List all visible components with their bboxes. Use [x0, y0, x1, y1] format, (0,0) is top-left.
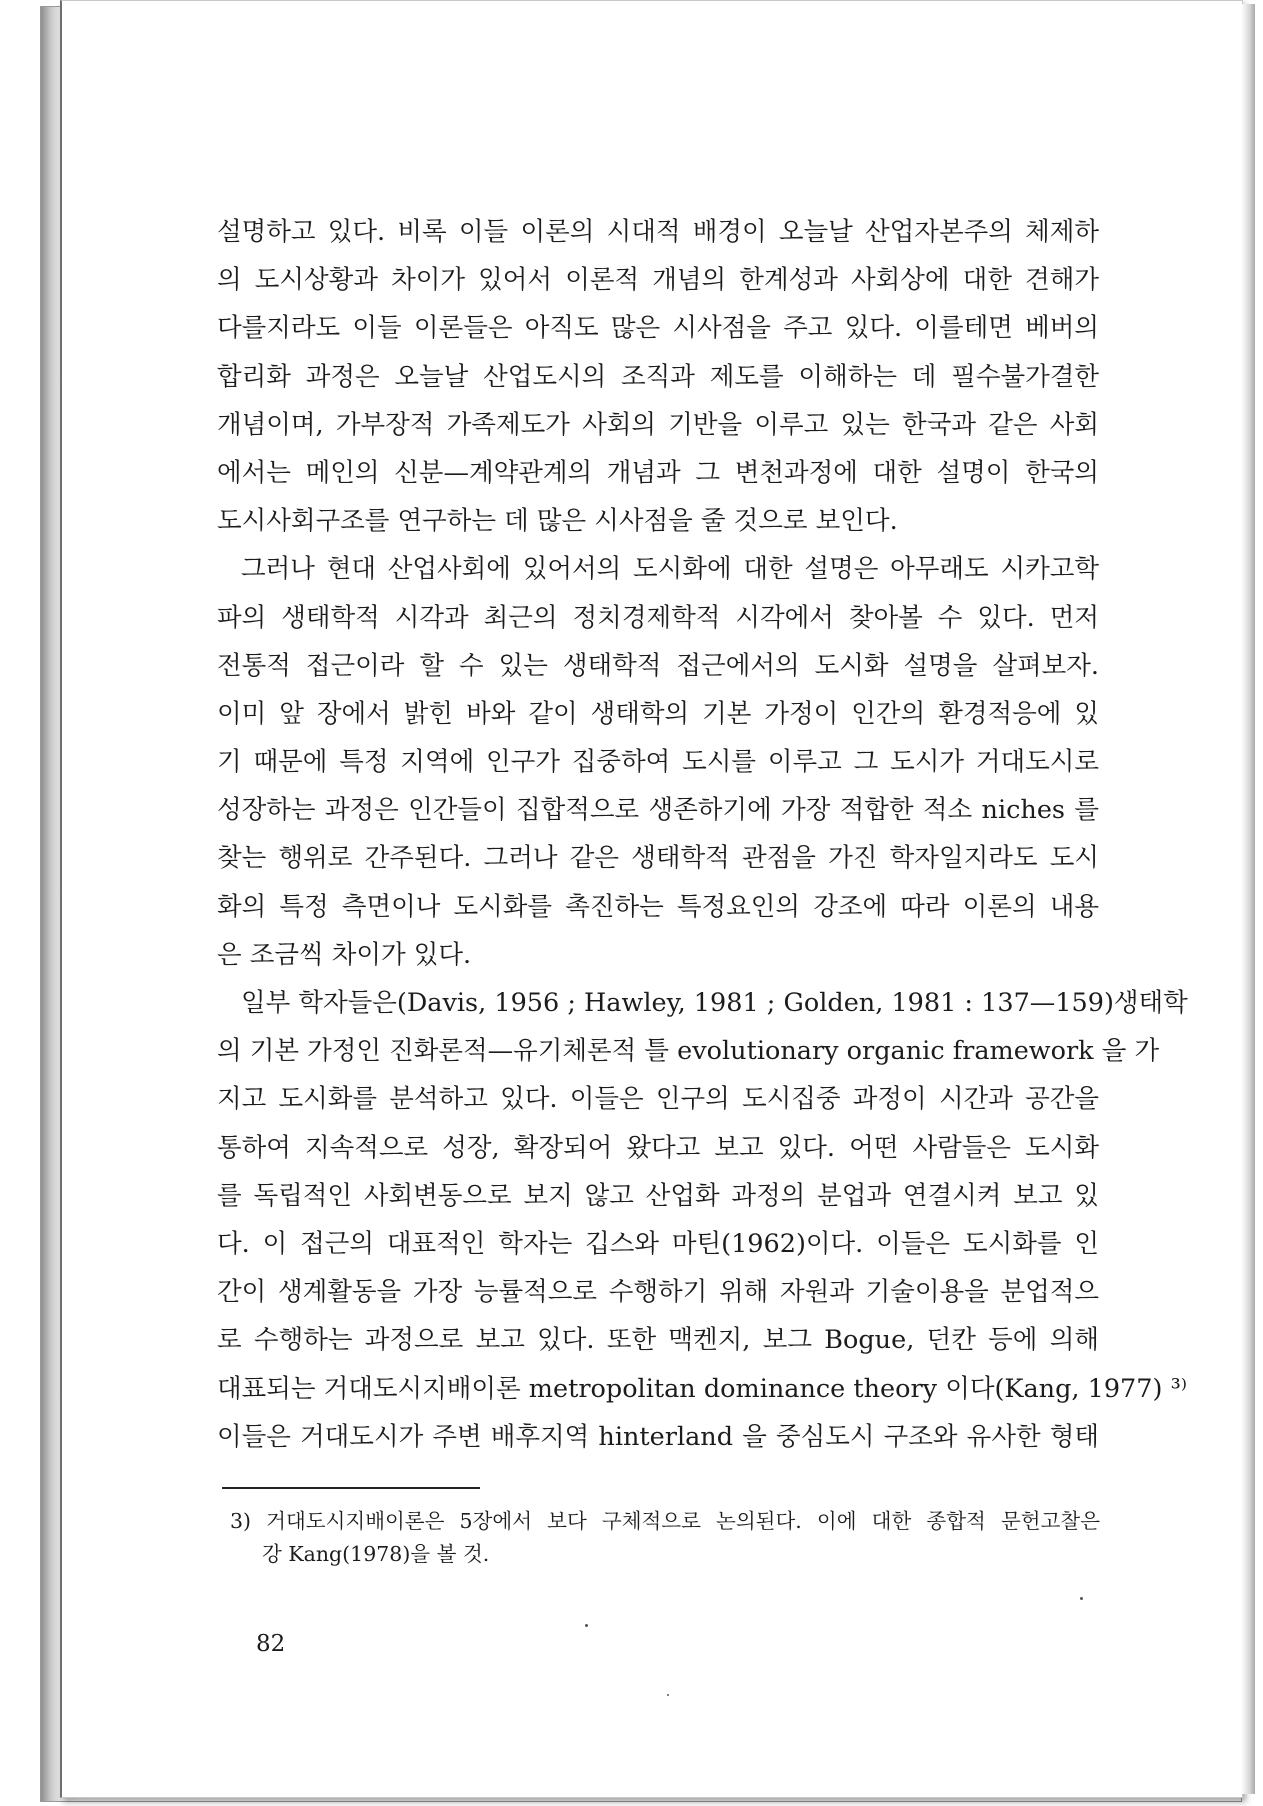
scan-speck: [585, 1624, 588, 1627]
text-line: 의 기본 가정인 진화론적—유기체론적 틀 evolutionary organic framework 을 가: [217, 1036, 1160, 1067]
text-line: 설명하고 있다. 비록 이들 이론의 시대적 배경이 오늘날 산업자본주의 체제하: [217, 217, 1099, 247]
text-line: 화의 특정 측면이나 도시화를 촉진하는 특정요인의 강조에 따라 이론의 내용: [217, 891, 1099, 922]
scan-speck: [1080, 1597, 1083, 1600]
text-line: 전통적 접근이라 할 수 있는 생태학적 접근에서의 도시화 설명을 살펴보자.: [217, 650, 1099, 681]
text-line: 은 조금씩 차이가 있다.: [217, 939, 472, 970]
text-line: 성장하는 과정은 인간들이 집합적으로 생존하기에 가장 적합한 적소 niches 를: [217, 795, 1099, 826]
scan-speck: [667, 1694, 669, 1696]
page-number: 82: [256, 1631, 286, 1657]
text-line: 이들은 거대도시가 주변 배후지역 hinterland 을 중심도시 구조와 유사한 형태: [217, 1421, 1099, 1452]
body-text: [217, 208, 1188, 1461]
text-line: 간이 생계활동을 가장 능률적으로 수행하기 위해 자원과 기술이용을 분업적으: [217, 1277, 1099, 1308]
text-line: 지고 도시화를 분석하고 있다. 이들은 인구의 도시집중 과정이 시간과 공간을: [217, 1084, 1099, 1115]
text-line: 로 수행하는 과정으로 보고 있다. 또한 맥켄지, 보그 Bogue, 던칸 등에 의해: [217, 1325, 1099, 1356]
text-line: 이미 앞 장에서 밝힌 바와 같이 생태학의 기본 가정이 인간의 환경적응에 있: [217, 698, 1099, 729]
text-line: 도시사회구조를 연구하는 데 많은 시사점을 줄 것으로 보인다.: [217, 506, 898, 537]
text-line: 그러나 현대 산업사회에 있어서의 도시화에 대한 설명은 아무래도 시카고학: [241, 554, 1099, 585]
text-line: 를 독립적인 사회변동으로 보지 않고 산업화 과정의 분업과 연결시켜 보고 있: [217, 1180, 1099, 1211]
text-line: 다. 이 접근의 대표적인 학자는 깁스와 마틴(1962)이다. 이들은 도시화를 인: [217, 1228, 1099, 1259]
text-line: 일부 학자들은(Davis, 1956 ; Hawley, 1981 ; Golden, 1981 : 137—159)생태학: [241, 988, 1188, 1018]
text-line: 의 도시상황과 차이가 있어서 이론적 개념의 한계성과 사회상에 대한 견해가: [217, 265, 1099, 296]
page-right-edge: [1241, 4, 1255, 1794]
text-line: 다를지라도 이들 이론들은 아직도 많은 시사점을 주고 있다. 이를테면 베버의: [217, 313, 1099, 344]
text-line: 찾는 행위로 간주된다. 그러나 같은 생태학적 관점을 가진 학자일지라도 도시: [217, 843, 1099, 874]
text-line: 기 때문에 특정 지역에 인구가 집중하여 도시를 이루고 그 도시가 거대도시로: [217, 747, 1099, 778]
footnote-line: 강 Kang(1978)을 볼 것.: [262, 1542, 490, 1566]
footnote-line: 3) 거대도시지배이론은 5장에서 보다 구체적으로 논의된다. 이에 대한 종합적 문헌고찰은: [230, 1509, 1100, 1533]
text-line: 개념이며, 가부장적 가족제도가 사회의 기반을 이루고 있는 한국과 같은 사회: [217, 409, 1099, 440]
footnote-separator: [222, 1487, 480, 1489]
text-line: 대표되는 거대도시지배이론 metropolitan dominance theory 이다(Kang, 1977) ³⁾: [217, 1373, 1188, 1404]
footnote: [230, 1505, 1100, 1571]
text-line: 파의 생태학적 시각과 최근의 정치경제학적 시각에서 찾아볼 수 있다. 먼저: [217, 602, 1099, 633]
text-line: 합리화 과정은 오늘날 산업도시의 조직과 제도를 이해하는 데 필수불가결한: [217, 361, 1099, 392]
text-line: 통하여 지속적으로 성장, 확장되어 왔다고 보고 있다. 어떤 사람들은 도시화: [217, 1132, 1099, 1163]
text-line: 에서는 메인의 신분—계약관계의 개념과 그 변천과정에 대한 설명이 한국의: [217, 457, 1099, 488]
